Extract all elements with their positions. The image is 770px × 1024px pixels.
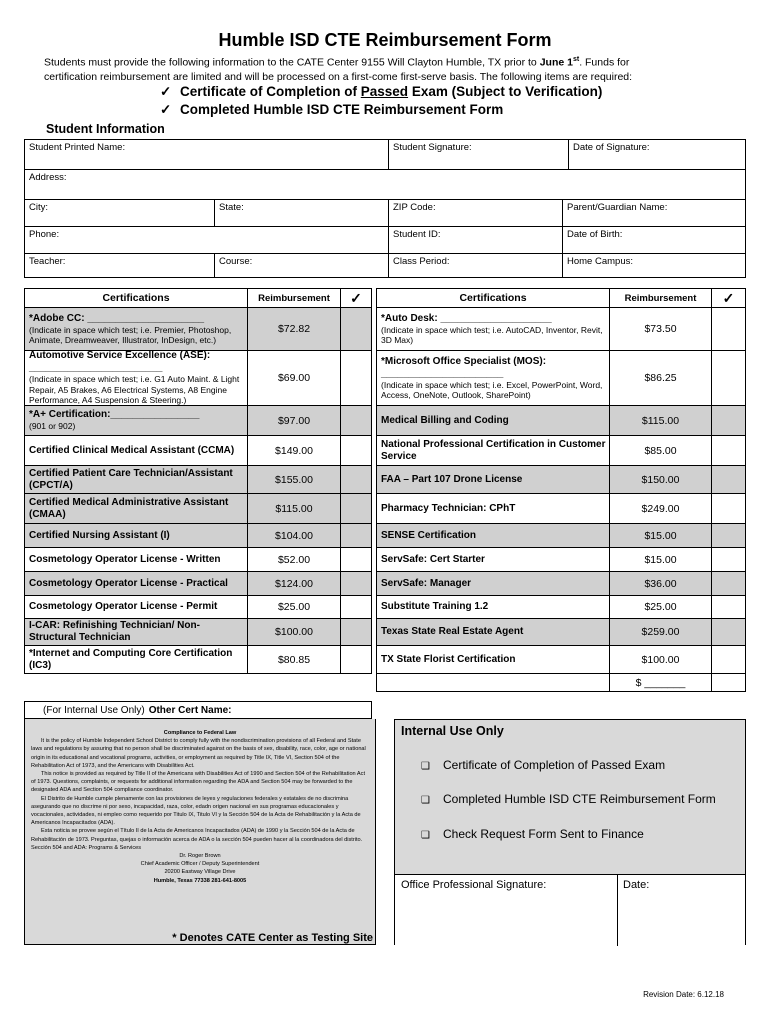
cert-price: $36.00 — [609, 572, 711, 595]
cert-price: $ _______ — [609, 674, 711, 691]
cert-name-cell — [381, 596, 606, 618]
form-title: Humble ISD CTE Reimbursement Form — [218, 30, 552, 50]
intro-text — [44, 53, 744, 84]
right-cert-row — [376, 494, 746, 524]
right-cert-row — [376, 436, 746, 466]
parent-label: Parent/Guardian Name: — [567, 202, 668, 213]
cert-name: *Adobe CC: _____________________ — [29, 312, 205, 324]
cert-name: *A+ Certification:________________ — [29, 409, 200, 421]
required-item-2-text: Completed Humble ISD CTE Reimbursement Form — [180, 102, 504, 117]
office-signature-label[interactable]: Office Professional Signature: — [401, 879, 547, 891]
cert-checkbox[interactable] — [711, 351, 746, 405]
phone-field[interactable] — [25, 227, 389, 254]
cert-name: Substitute Training 1.2 — [381, 601, 489, 612]
cert-checkbox[interactable] — [711, 646, 746, 673]
left-cert-row — [24, 572, 372, 596]
cert-checkbox[interactable] — [711, 308, 746, 350]
cert-price: $52.00 — [247, 548, 340, 571]
cert-sub: (Indicate in space which test; i.e. Premier, Photoshop, Animate, Dreamweaver, Illustrator, InDesign, etc.) — [29, 324, 232, 345]
state-label: State: — [219, 202, 244, 213]
student-name-field[interactable] — [25, 140, 389, 170]
required-item-1u: Passed — [360, 84, 409, 99]
left-cert-row — [24, 548, 372, 572]
date-signature-field[interactable] — [569, 140, 745, 170]
checkbox-icon[interactable]: ❑ — [421, 761, 430, 772]
cert-checkbox[interactable] — [711, 494, 746, 523]
cert-name-cell — [381, 619, 606, 645]
cert-name: *Microsoft Office Specialist (MOS): ______________________ — [381, 355, 547, 379]
teacher-label: Teacher: — [29, 256, 66, 267]
cert-name-cell — [381, 524, 606, 547]
cert-name: *Internet and Computing Core Certification (IC3) — [29, 647, 233, 671]
right-cert-row — [376, 548, 746, 572]
cert-name: Certified Nursing Assistant (I) — [29, 529, 170, 541]
cert-name: *Auto Desk: ____________________ — [381, 312, 552, 324]
intro-line2: certification reimbursement are limited and will be processed on a first-come first-serve basis. The following items are required: — [44, 70, 633, 83]
date-signature-label: Date of Signature: — [573, 142, 650, 153]
contact-street: 20200 Eastway Village Drive — [164, 869, 236, 876]
compliance-heading: Compliance to Federal Law — [163, 730, 237, 736]
cert-name-cell — [29, 436, 244, 465]
cert-name-cell — [29, 406, 244, 435]
cert-name: Cosmetology Operator License - Written — [29, 553, 221, 565]
cert-checkbox[interactable] — [340, 351, 372, 405]
left-cert-row — [24, 351, 372, 406]
right-cert-row — [376, 646, 746, 674]
cert-price: $85.00 — [609, 436, 711, 465]
left-cert-row — [24, 494, 372, 524]
internal-item-3[interactable] — [421, 827, 644, 841]
cert-name: ServSafe: Manager — [381, 577, 472, 589]
left-cert-header: Certifications — [24, 288, 248, 308]
student-info-grid — [24, 139, 746, 278]
other-cert-row[interactable] — [24, 701, 372, 719]
student-info-heading: Student Information — [46, 122, 165, 136]
cert-name-cell — [29, 646, 244, 673]
address-field[interactable] — [25, 170, 745, 200]
cert-checkbox[interactable] — [711, 466, 746, 493]
cert-name-cell — [381, 646, 606, 673]
left-cert-row — [24, 436, 372, 466]
cert-name-cell — [29, 524, 244, 547]
address-label: Address: — [29, 172, 67, 183]
zip-field[interactable] — [389, 200, 563, 227]
cert-sub: (Indicate in space which test; i.e. AutoCAD, Inventor, Revit, 3D Max) — [381, 324, 603, 345]
right-check-header: ✓ — [711, 288, 746, 308]
state-field[interactable] — [215, 200, 389, 227]
cert-checkbox[interactable] — [340, 466, 372, 493]
intro-line1a: Students must provide the following information to the CATE Center 9155 Will Clayton Humble, TX prior to — [44, 56, 540, 69]
cert-price: $15.00 — [609, 524, 711, 547]
cert-name: SENSE Certification — [381, 529, 477, 541]
compliance-p2: This notice is provided as required by Title II of the Americans with Disabilities Act of 1990 and Section 504 of the Rehabilitation Act of 1973. Questions, complaints, or requests for additional information regarding the ADA and Section 504 may be forwarded to the designated ADA and Section 504 compliance coordinator. — [31, 771, 365, 794]
checkbox-icon[interactable]: ❑ — [421, 795, 430, 806]
cert-name-cell — [381, 406, 606, 435]
cert-name: Certified Patient Care Technician/Assistant (CPCT/A) — [29, 467, 233, 491]
cert-name-cell — [29, 619, 244, 645]
intro-line1b: . Funds for — [579, 56, 630, 69]
right-cert-row — [376, 596, 746, 619]
cert-name-cell — [381, 674, 606, 691]
cert-name: Medical Billing and Coding — [381, 414, 509, 426]
compliance-p4: Esta noticia se provee según el Título II de la Acta de Americanos Incapacitados (ADA) de 1990 y la Sección 504 de la Acta de Rehabilitación de 1973. Preguntas, quejas o información acerca de ADA o la sección 504 pueden hacer al la coordinadora del distrito. Sección 504 and ADA: Programs & Services — [31, 828, 363, 851]
cert-name-cell — [29, 548, 244, 571]
cert-price: $25.00 — [247, 596, 340, 618]
cert-checkbox[interactable] — [711, 548, 746, 571]
zip-label: ZIP Code: — [393, 202, 436, 213]
cert-name: Certified Clinical Medical Assistant (CCMA) — [29, 444, 235, 456]
cert-name: FAA – Part 107 Drone License — [381, 473, 523, 485]
cert-name-cell — [29, 308, 244, 350]
cert-checkbox[interactable] — [711, 674, 746, 691]
class-period-field[interactable] — [389, 254, 563, 278]
other-cert-label: Other Cert Name: — [148, 704, 232, 716]
compliance-p3: El Distrito de Humble cumple plenamente con las provisiones de leyes y regulaciones federales y estatales de no discrimina asegurando que no discrime ni por sexo, incapacidad, raza, color, edadn origen nacional en sus programas educacionales y vocacionales, actividades, ni empleo como requerido por Titulo IX, Titulo VI y la Sección 504 de la Acta de Rehabilitación y la Acta de Americanos Incapacitados (ADA). — [31, 795, 361, 827]
checkbox-icon[interactable]: ❑ — [421, 830, 430, 841]
cert-name-cell — [381, 548, 606, 571]
cert-checkbox[interactable] — [340, 572, 372, 595]
cert-price: $115.00 — [609, 406, 711, 435]
certifications-table — [24, 288, 746, 719]
cert-name-cell — [29, 572, 244, 595]
cert-checkbox[interactable] — [340, 646, 372, 673]
left-cert-row — [24, 524, 372, 548]
intro-deadline: June 1 — [539, 56, 573, 69]
cert-checkbox[interactable] — [711, 619, 746, 645]
compliance-notice — [24, 719, 376, 945]
cert-price: $259.00 — [609, 619, 711, 645]
cert-name-cell — [381, 466, 606, 493]
cert-checkbox[interactable] — [340, 494, 372, 523]
parent-field[interactable] — [563, 200, 745, 227]
cert-sub: (Indicate in space which test; i.e. G1 Auto Maint. & Light Repair, A5 Brakes, A6 Electrical Systems, A8 Engine Performance, A4 Suspension & Steering.) — [29, 374, 240, 406]
class-period-label: Class Period: — [393, 256, 450, 267]
cert-name-cell — [381, 351, 606, 405]
cert-sub: (Indicate in space which test; i.e. Excel, PowerPoint, Word, Access, OneNote, Outlook, SharePoint) — [381, 379, 603, 400]
internal-item-2[interactable] — [421, 792, 716, 806]
dob-field[interactable] — [563, 227, 745, 254]
cert-sub: (901 or 902) — [29, 421, 76, 432]
internal-use-box — [394, 719, 746, 945]
cert-price: $100.00 — [609, 646, 711, 673]
cert-name: Cosmetology Operator License - Permit — [29, 601, 218, 612]
cert-checkbox[interactable] — [711, 436, 746, 465]
office-date-label[interactable]: Date: — [623, 879, 650, 891]
cert-price: $149.00 — [247, 436, 340, 465]
internal-use-title: Internal Use Only — [401, 724, 504, 738]
cert-name: Cosmetology Operator License - Practical — [29, 577, 228, 589]
signature-divider — [617, 875, 618, 946]
contact-name: Dr. Roger Brown — [179, 853, 221, 860]
internal-item-2-label: Completed Humble ISD CTE Reimbursement Form — [443, 792, 716, 806]
left-check-header: ✓ — [340, 288, 372, 308]
cert-name: Automotive Service Excellence (ASE): ________________________ — [29, 350, 211, 374]
dob-label: Date of Birth: — [567, 229, 623, 240]
left-cert-row — [24, 619, 372, 646]
cert-checkbox[interactable] — [711, 572, 746, 595]
cert-name-cell — [381, 572, 606, 595]
cert-price: $155.00 — [247, 466, 340, 493]
cert-name: I-CAR: Refinishing Technician/ Non-Structural Technician — [29, 620, 200, 643]
cert-name-cell — [29, 351, 244, 405]
required-item-1a: Certificate of Completion of — [180, 84, 361, 99]
compliance-p1: It is the policy of Humble Independent School District to comply fully with the nondiscrimination provisions of all Federal and State laws and regulations by assuring that no person shall be discriminated against on the basis of sex, disability, race, color, age or national origin in its educational and vocational programs, activities, or employment as required by Title IX, Title VI, Section 504 of the Rehabilitation Act of 1973, and the Americans with Disabilities Act. — [31, 738, 366, 769]
cert-name: National Professional Certification in Customer Service — [381, 438, 606, 462]
right-reimb-header: Reimbursement — [609, 288, 712, 308]
required-item-1b: Exam (Subject to Verification) — [408, 84, 603, 99]
cert-name-cell — [381, 436, 606, 465]
contact-title: Chief Academic Officer / Deputy Superintendent — [140, 861, 260, 868]
home-campus-label: Home Campus: — [567, 256, 633, 267]
city-label: City: — [29, 202, 48, 213]
intro-deadline-sup: st — [572, 56, 580, 63]
cert-name-cell — [381, 494, 606, 523]
phone-label: Phone: — [29, 229, 60, 240]
right-cert-row — [376, 619, 746, 646]
left-cert-row — [24, 308, 372, 351]
cert-price: $73.50 — [609, 308, 711, 350]
checkmark-icon: ✓ — [160, 102, 172, 117]
student-id-field[interactable] — [389, 227, 563, 254]
cert-name-cell — [29, 596, 244, 618]
city-field[interactable] — [25, 200, 215, 227]
student-id-label: Student ID: — [393, 229, 441, 240]
cert-price: $86.25 — [609, 351, 711, 405]
internal-item-3-label: Check Request Form Sent to Finance — [443, 827, 644, 841]
student-name-label: Student Printed Name: — [29, 142, 126, 153]
cert-checkbox[interactable] — [340, 524, 372, 547]
cert-price: $15.00 — [609, 548, 711, 571]
home-campus-field[interactable] — [563, 254, 745, 278]
cert-checkbox[interactable] — [340, 619, 372, 645]
cert-price: $97.00 — [247, 406, 340, 435]
cert-name: Texas State Real Estate Agent — [381, 626, 524, 637]
cert-name-cell — [29, 466, 244, 493]
cert-price: $69.00 — [247, 351, 340, 405]
cert-price: $104.00 — [247, 524, 340, 547]
right-cert-row — [376, 351, 746, 406]
cert-price: $115.00 — [247, 494, 340, 523]
left-cert-row — [24, 596, 372, 619]
required-item-1 — [160, 84, 602, 100]
left-cert-row — [24, 406, 372, 436]
other-cert-prefix: (For Internal Use Only) — [43, 704, 145, 716]
right-cert-row — [376, 524, 746, 548]
student-signature-label: Student Signature: — [393, 142, 472, 153]
cert-price: $80.85 — [247, 646, 340, 673]
cert-checkbox[interactable] — [340, 596, 372, 618]
internal-item-1-label: Certificate of Completion of Passed Exam — [443, 758, 666, 772]
course-field[interactable] — [215, 254, 389, 278]
cert-checkbox[interactable] — [711, 406, 746, 435]
left-cert-row — [24, 466, 372, 494]
testing-site-note: * Denotes CATE Center as Testing Site — [172, 931, 373, 944]
right-cert-row — [376, 466, 746, 494]
cert-checkbox[interactable] — [340, 548, 372, 571]
contact-city: Humble, Texas 77338 281-641-8005 — [153, 877, 247, 884]
cert-name: Pharmacy Technician: CPhT — [381, 502, 516, 514]
cert-name: Certified Medical Administrative Assistant (CMAA) — [29, 496, 229, 520]
cert-price: $124.00 — [247, 572, 340, 595]
teacher-field[interactable] — [25, 254, 215, 278]
cert-price: $72.82 — [247, 308, 340, 350]
cert-price: $25.00 — [609, 596, 711, 618]
right-cert-row — [376, 308, 746, 351]
required-item-2 — [160, 102, 503, 118]
cert-price: $249.00 — [609, 494, 711, 523]
checkmark-icon: ✓ — [160, 84, 172, 99]
left-reimb-header: Reimbursement — [247, 288, 341, 308]
right-cert-header: Certifications — [376, 288, 610, 308]
cert-checkbox[interactable] — [340, 436, 372, 465]
office-signature-row — [395, 874, 745, 946]
cert-price: $100.00 — [247, 619, 340, 645]
right-cert-row — [376, 406, 746, 436]
internal-item-1[interactable] — [421, 758, 665, 772]
revision-date: Revision Date: 6.12.18 — [643, 990, 724, 999]
right-cert-row — [376, 674, 746, 692]
cert-price: $150.00 — [609, 466, 711, 493]
cert-name-cell — [381, 308, 606, 350]
cert-checkbox[interactable] — [340, 406, 372, 435]
cert-name: TX State Florist Certification — [381, 653, 516, 665]
cert-checkbox[interactable] — [711, 596, 746, 618]
left-cert-row — [24, 646, 372, 674]
student-signature-field[interactable] — [389, 140, 569, 170]
cert-checkbox[interactable] — [340, 308, 372, 350]
cert-name-cell — [29, 494, 244, 523]
cert-checkbox[interactable] — [711, 524, 746, 547]
cert-name: ServSafe: Cert Starter — [381, 553, 485, 565]
course-label: Course: — [219, 256, 253, 267]
right-cert-row — [376, 572, 746, 596]
